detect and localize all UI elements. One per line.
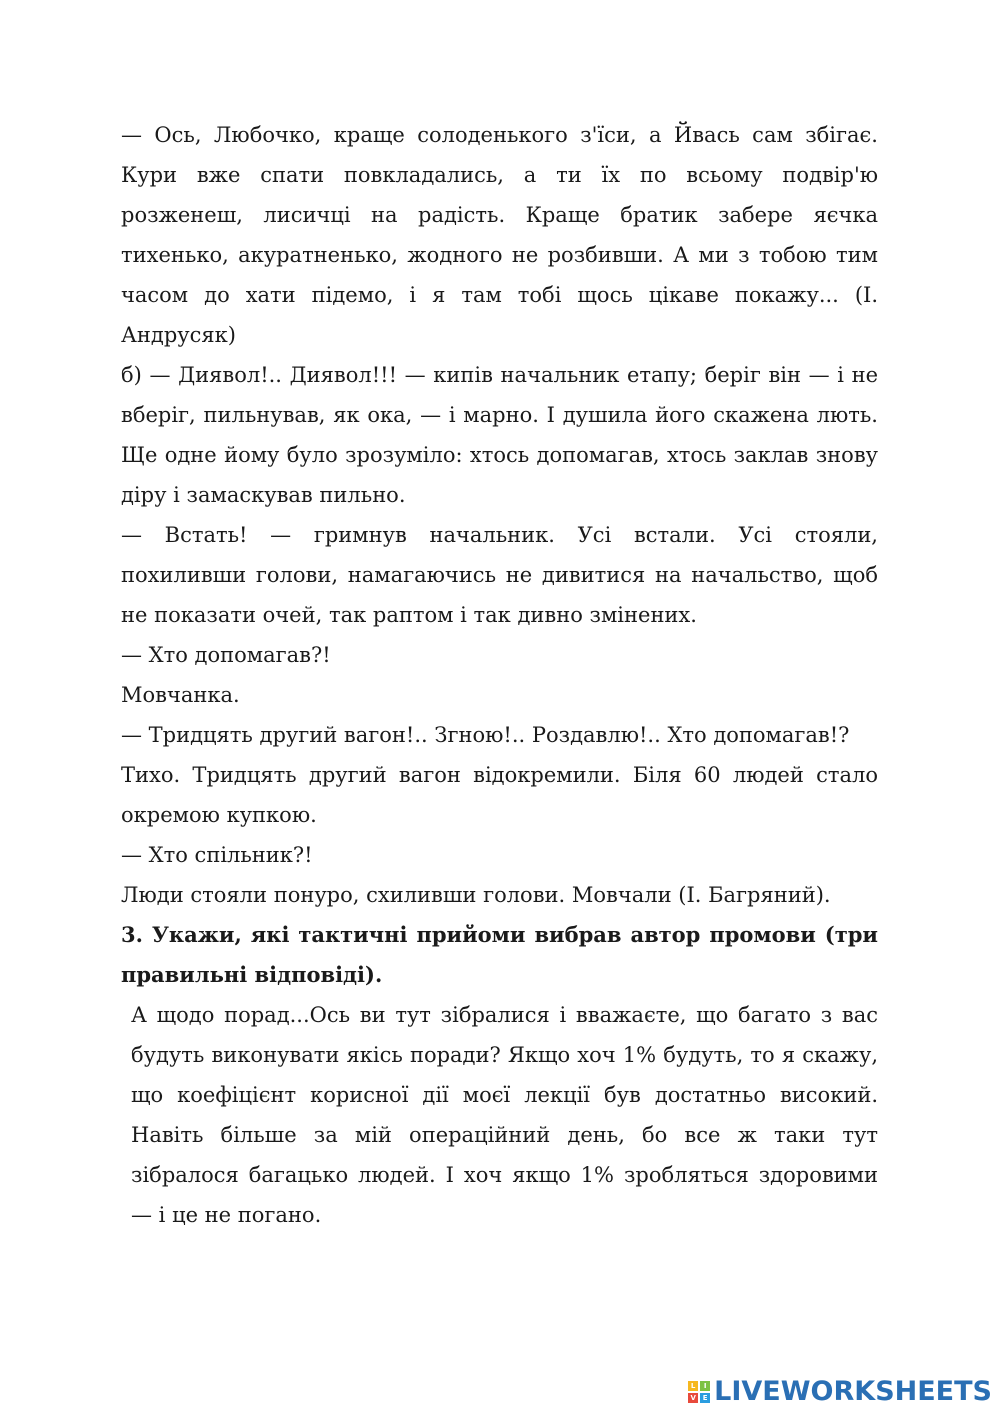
paragraph-silence: Мовчанка. [121, 683, 240, 707]
logo-cell-l: L [688, 1381, 698, 1391]
liveworksheets-logo[interactable] [688, 1377, 992, 1407]
paragraph-wagon-32: — Тридцять другий вагон!.. Згною!.. Роздавлю!.. Хто допомагав!? [121, 723, 850, 747]
task-3-heading: 3. Укажи, які тактичні прийоми вибрав автор промови (три правильні відповіді). [121, 922, 878, 987]
paragraph-bahrianyi: Люди стояли понуро, схиливши голови. Мовчали (І. Багряний). [121, 883, 831, 907]
logo-cell-v: V [688, 1393, 698, 1403]
logo-cell-e: E [700, 1393, 710, 1403]
document-body [121, 115, 878, 1235]
logo-mark-icon [688, 1381, 710, 1403]
logo-cell-i: I [700, 1381, 710, 1391]
paragraph-b-devil: б) — Диявол!.. Диявол!!! — кипів начальник етапу; беріг він — і не вберіг, пильнував, як ока, — і марно. І душила його скажена лють. Ще одне йому було зрозуміло: хтось допомагав, хтось заклав знову діру і замаскував пильно. [121, 363, 878, 507]
paragraph-accomplice: — Хто спільник?! [121, 843, 313, 867]
paragraph-quiet: Тихо. Тридцять другий вагон відокремили. Біля 60 людей стало окремою купкою. [121, 763, 878, 827]
task-3-text: А щодо порад...Ось ви тут зібралися і вважаєте, що багато з вас будуть виконувати якісь поради? Якщо хоч 1% будуть, то я скажу, що коефіцієнт корисної дії моєї лекції був достатньо високий. Навіть більше за мій операційний день, бо все ж таки тут зібралося багацько людей. І хоч якщо 1% зробляться здоровими — і це не погано. [131, 1003, 878, 1227]
paragraph-stand-up: — Встать! — гримнув начальник. Усі встали. Усі стояли, похиливши голови, намагаючись не дивитися на начальство, щоб не показати очей, так раптом і так дивно змінених. [121, 523, 878, 627]
logo-brand-text: LIVEWORKSHEETS [714, 1376, 992, 1407]
paragraph-who-helped: — Хто допомагав?! [121, 643, 331, 667]
paragraph-andrusyak-quote: — Ось, Любочко, краще солоденького з'їси, а Йвась сам збігає. Кури вже спати повкладались, а ти їх по всьому подвір'ю розженеш, лисичці на радість. Краще братик забере яєчка тихенько, акуратненько, жодного не розбивши. А ми з тобою тим часом до хати підемо, і я там тобі щось цікаве покажу... (І. Андрусяк) [121, 123, 878, 347]
